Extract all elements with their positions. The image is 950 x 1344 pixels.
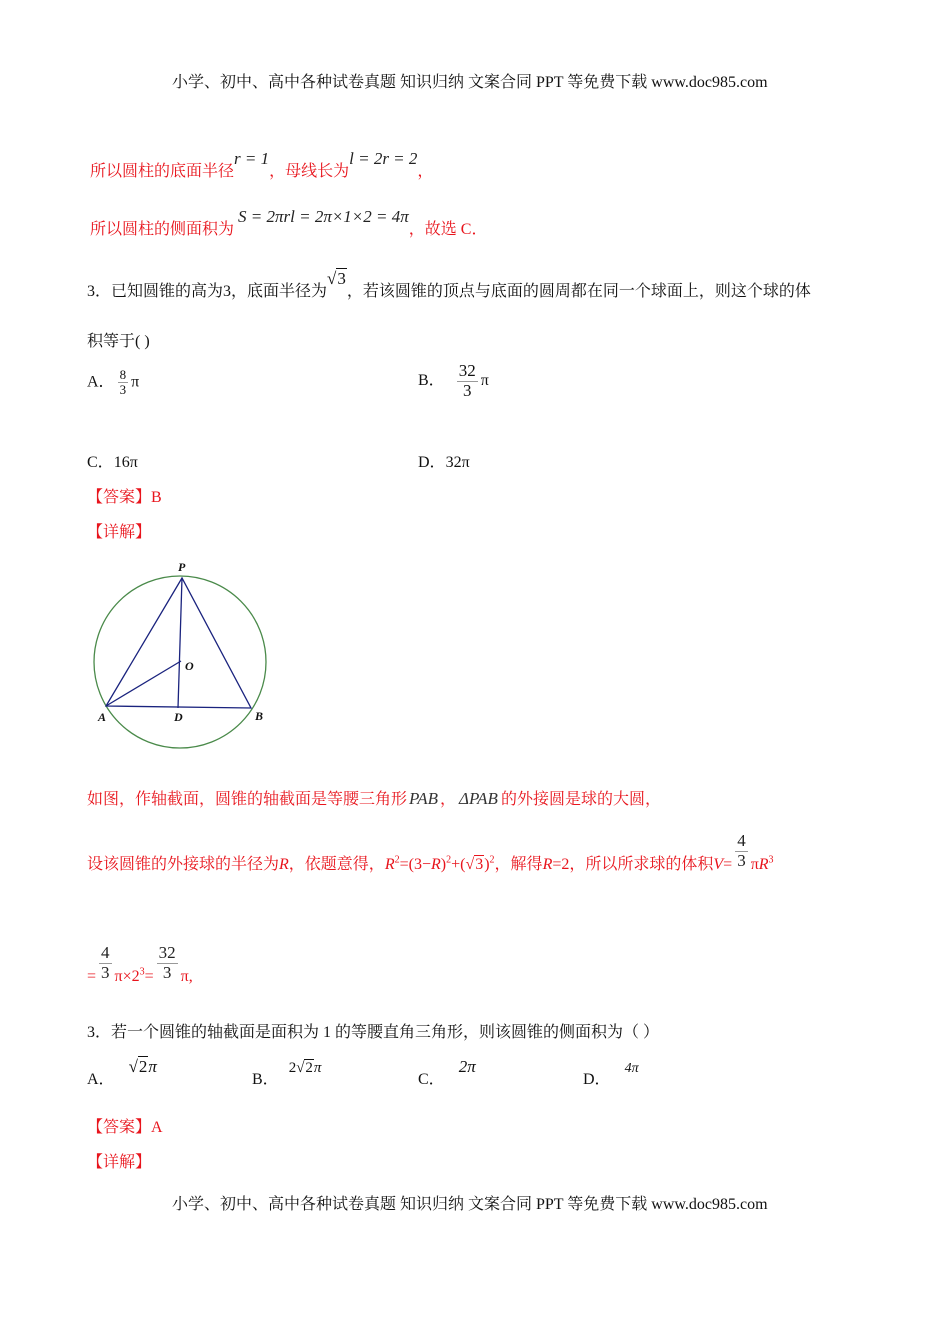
detail-2: 【详解】 <box>87 1154 152 1171</box>
text: =2，所以所求球的体积 <box>552 855 714 873</box>
radicand: 2 <box>305 1060 313 1076</box>
math: R <box>384 855 395 873</box>
pi: π <box>131 373 140 391</box>
answer-1: 【答案】B <box>87 489 162 506</box>
numerator: 4 <box>737 831 746 850</box>
label-a: A <box>98 710 107 724</box>
label-p: P <box>178 560 186 574</box>
value: 16π <box>113 454 138 471</box>
numerator: 4 <box>101 943 110 962</box>
radius-ao <box>106 661 181 706</box>
math: V <box>713 855 724 873</box>
value: 2π <box>458 1057 476 1076</box>
radicand: 3 <box>475 855 484 873</box>
label: D． <box>583 1071 611 1088</box>
math: r = 1 <box>234 149 270 168</box>
text: ，若该圆锥的顶点与底面的圆周都在同一个球面上，则这个球的体 <box>346 283 811 300</box>
q2-option-c[interactable] <box>418 1054 476 1088</box>
value: √2π <box>128 1057 157 1076</box>
denominator: 3 <box>737 850 746 870</box>
coef: 2 <box>288 1060 297 1076</box>
text: 所以圆柱的底面半径 <box>90 163 235 180</box>
value: 4π <box>624 1061 639 1076</box>
label-b: B <box>255 709 264 723</box>
math: R <box>758 855 769 873</box>
text: ，故选 C． <box>408 221 488 238</box>
q2-option-b[interactable] <box>252 1054 322 1088</box>
text: 所以圆柱的侧面积为 <box>90 221 235 238</box>
label-o: O <box>185 659 194 673</box>
numerator: 8 <box>119 367 127 382</box>
radicand: 3 <box>337 269 346 288</box>
pi: π <box>480 371 489 389</box>
math: =(3− <box>399 855 431 873</box>
q2-option-d[interactable] <box>583 1054 639 1088</box>
label: C． <box>418 1071 445 1088</box>
text: ，母线长为 <box>269 163 350 180</box>
math: ΔPAB <box>459 789 498 808</box>
solution-line-2 <box>87 820 774 873</box>
denominator: 3 <box>462 380 472 400</box>
label: B． <box>252 1071 279 1088</box>
math: = <box>87 967 97 985</box>
math: PAB <box>409 789 438 808</box>
sup: 2 <box>489 854 495 866</box>
text: 的外接圆是球的大圆， <box>500 791 661 808</box>
numerator: 32 <box>158 943 176 962</box>
option-b[interactable] <box>418 362 489 400</box>
pi: π <box>750 855 759 873</box>
option-d[interactable] <box>418 449 470 472</box>
math: R <box>279 855 289 873</box>
math: R <box>542 855 553 873</box>
pi: π <box>148 1057 157 1076</box>
radicand: 2 <box>138 1057 148 1076</box>
page-footer: 小学、初中、高中各种试卷真题 知识归纳 文案合同 PPT 等免费下载 www.doc985.com <box>172 1196 768 1213</box>
denominator: 3 <box>101 962 110 982</box>
value: 2√2π <box>288 1060 322 1076</box>
math: π, <box>180 967 193 985</box>
text: ，依题意得， <box>288 855 385 873</box>
value: 32π <box>445 454 470 471</box>
text-run: 设该圆锥的外接球的半径为R，依题意得，$R^2=(3-R)^2+(√3)^2$，解得R=2，所以所求球的体积V= <box>87 854 733 873</box>
label: B． <box>418 371 445 389</box>
text: 设该圆锥的外接球的半径为 <box>87 855 280 873</box>
math: π×2 <box>114 967 140 985</box>
label: C． <box>87 454 114 471</box>
text: 如图，作轴截面，圆锥的轴截面是等腰三角形 <box>87 791 408 808</box>
math: ) <box>440 855 447 873</box>
solution-line-1 <box>87 786 661 809</box>
sqrt-3: √3 <box>327 269 346 288</box>
text: ， <box>417 163 434 180</box>
q2-option-a[interactable] <box>87 1054 157 1088</box>
math: ) <box>484 855 490 873</box>
math: R <box>430 855 441 873</box>
denominator: 3 <box>162 962 172 982</box>
sup: 2 <box>394 854 400 866</box>
label-d: D <box>174 710 183 724</box>
cone-section-figure <box>0 0 300 760</box>
numerator: 32 <box>458 361 476 380</box>
label: A． <box>87 1071 115 1088</box>
page-header: 小学、初中、高中各种试卷真题 知识归纳 文案合同 PPT 等免费下载 www.doc985.com <box>172 74 768 91</box>
sup: 3 <box>768 854 774 866</box>
math: = <box>723 855 733 873</box>
math: = <box>144 967 154 985</box>
text: ， <box>439 791 456 808</box>
text: ，解得 <box>494 855 543 873</box>
height-pd <box>178 578 182 708</box>
detail-1: 【详解】 <box>87 524 152 541</box>
sup: 2 <box>446 854 452 866</box>
math: +( <box>451 855 466 873</box>
denominator: 3 <box>119 382 127 398</box>
question-2-stem: 3．若一个圆锥的轴截面是面积为 1 的等腰直角三角形，则该圆锥的侧面积为（ ） <box>87 1024 660 1041</box>
label: D． <box>418 454 446 471</box>
pi: π <box>313 1060 322 1076</box>
math: S = 2πrl = 2π×1×2 = 4π <box>238 207 409 226</box>
answer-2: 【答案】A <box>87 1119 163 1136</box>
label: A． <box>87 373 115 391</box>
question-1-stem-cont: 积等于( ) <box>87 333 150 350</box>
sup: 3 <box>139 966 145 978</box>
text: 3．已知圆锥的高为3，底面半径为 <box>87 283 328 300</box>
math: l = 2r = 2 <box>349 149 418 168</box>
